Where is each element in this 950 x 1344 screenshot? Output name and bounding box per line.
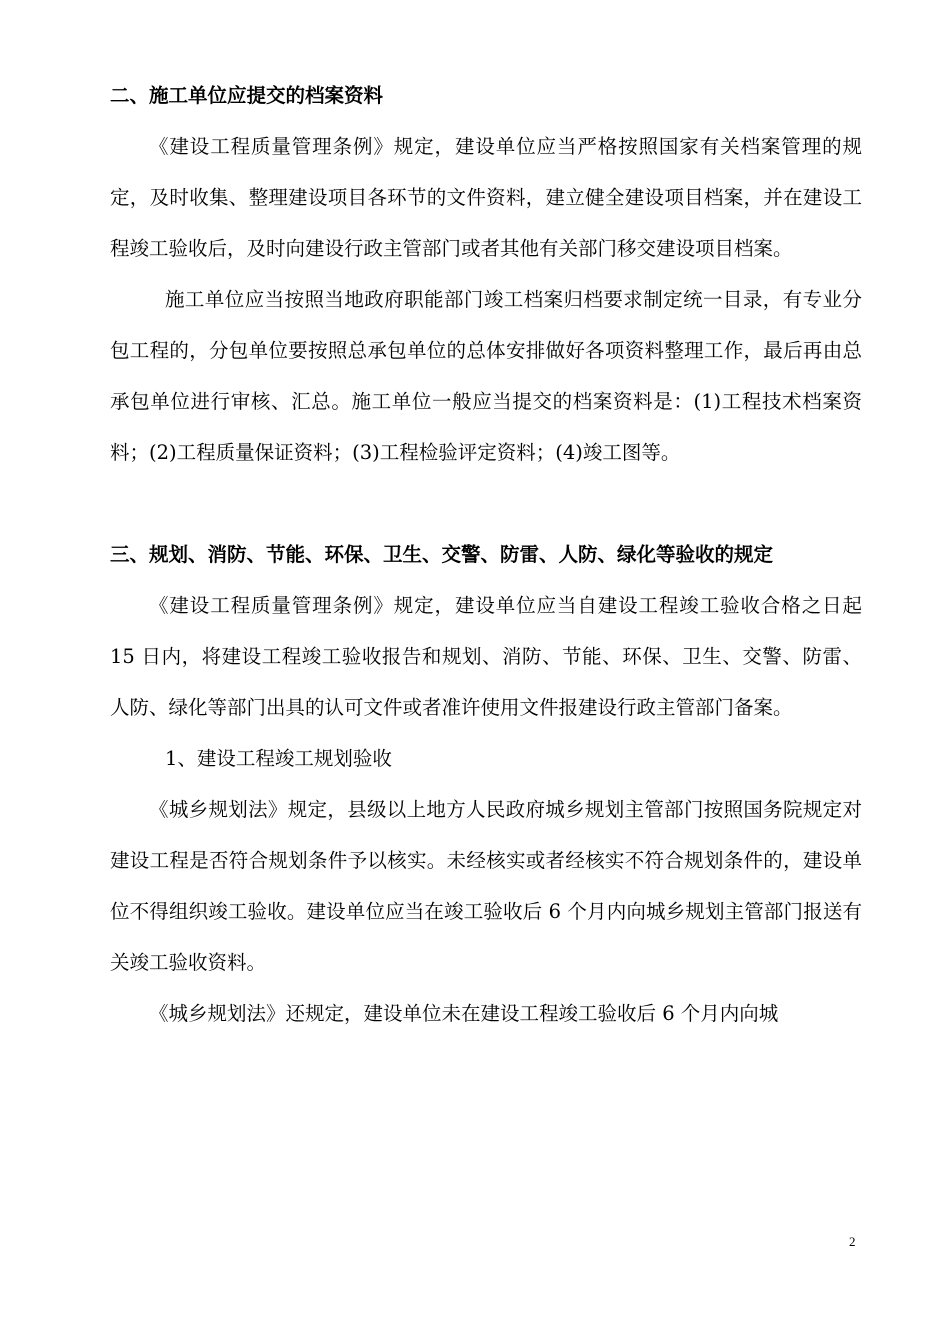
section-3-heading: 三、规划、消防、节能、环保、卫生、交警、防雷、人防、绿化等验收的规定	[110, 543, 774, 566]
section-3-paragraph-3: 《城乡规划法》还规定，建设单位未在建设工程竣工验收后 6 个月内向城	[149, 1002, 779, 1025]
section-spacer	[110, 478, 862, 529]
document-page	[110, 70, 862, 1039]
section-3-paragraph-1: 《建设工程质量管理条例》规定，建设单位应当自建设工程竣工验收合格之日起 15 日内，将建设工程竣工验收报告和规划、消防、节能、环保、卫生、交警、防雷、人防、绿化等部门出具的认可文件或者准许使用文件报建设行政主管部门备案。	[110, 594, 862, 719]
section-3-subheading-1: 1、建设工程竣工规划验收	[165, 747, 392, 770]
section-2-paragraph-2: 施工单位应当按照当地政府职能部门竣工档案归档要求制定统一目录，有专业分包工程的，分包单位要按照总承包单位的总体安排做好各项资料整理工作，最后再由总承包单位进行审核、汇总。施工单位一般应当提交的档案资料是：(1)工程技术档案资料；(2)工程质量保证资料；(3)工程检验评定资料；(4)竣工图等。	[110, 288, 862, 464]
section-3-paragraph-2: 《城乡规划法》规定，县级以上地方人民政府城乡规划主管部门按照国务院规定对建设工程是否符合规划条件予以核实。未经核实或者经核实不符合规划条件的，建设单位不得组织竣工验收。建设单位应当在竣工验收后 6 个月内向城乡规划主管部门报送有关竣工验收资料。	[110, 798, 862, 974]
page-number: 2	[849, 1234, 856, 1249]
section-2-paragraph-1: 《建设工程质量管理条例》规定，建设单位应当严格按照国家有关档案管理的规定，及时收集、整理建设项目各环节的文件资料，建立健全建设项目档案，并在建设工程竣工验收后，及时向建设行政主管部门或者其他有关部门移交建设项目档案。	[110, 135, 862, 260]
section-2-heading: 二、施工单位应提交的档案资料	[110, 84, 384, 107]
